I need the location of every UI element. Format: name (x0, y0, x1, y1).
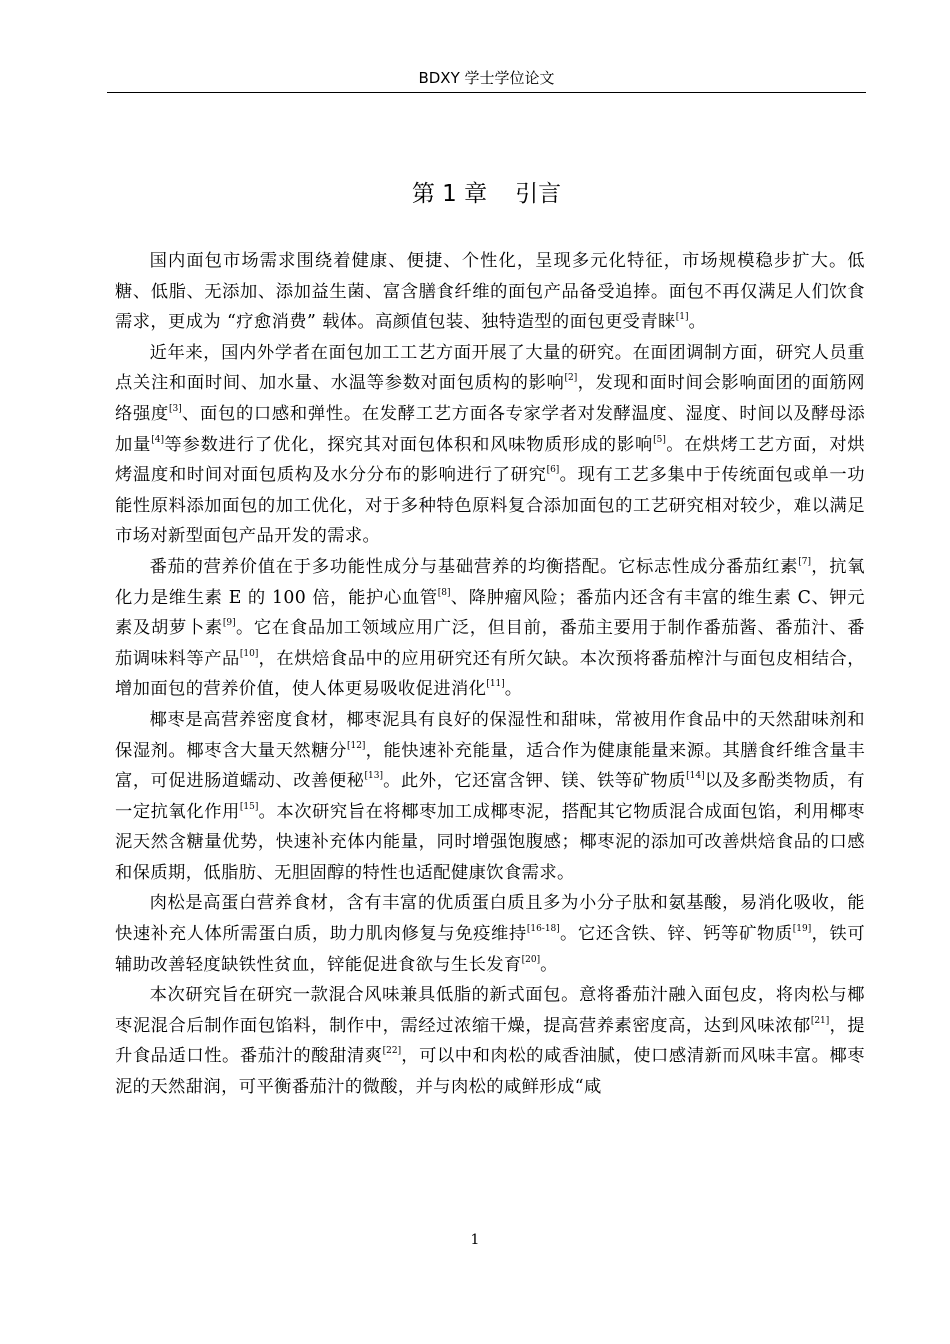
body-text (115, 246, 865, 1103)
citation-ref: [12] (346, 740, 366, 751)
paragraph-text: 。 (540, 954, 558, 975)
paragraph-text: 、面包的口感和弹性。在发酵工艺方面各专家学者对发酵温度、湿度、时间以及酵母添加量 (115, 403, 866, 455)
citation-ref: [15] (239, 801, 259, 812)
citation-ref: [20] (521, 954, 541, 965)
paragraph-text: 椰枣是高营养密度食材，椰枣泥具有良好的保湿性和甜味，常被用作食品中的天然甜味剂和保湿剂。椰枣含大量天然糖分 (115, 709, 865, 761)
paragraph (115, 246, 865, 338)
paragraph-text: 。它还含铁、锌、钙等矿物质 (559, 924, 793, 945)
citation-ref: [2] (564, 373, 578, 384)
citation-ref: [1] (675, 312, 689, 323)
paragraph (115, 888, 865, 980)
citation-ref: [11] (486, 679, 505, 690)
paragraph-text: 。它在食品加工领域应用广泛，但目前，番茄主要用于制作番茄酱、番茄汁、番茄调味料等产品 (115, 618, 865, 669)
paragraph-text: 等参数进行了优化，探究其对面包体积和风味物质形成的影响 (163, 434, 654, 455)
paragraph (115, 552, 865, 705)
citation-ref: [8] (437, 587, 451, 598)
citation-ref: [5] (653, 434, 666, 445)
page-header (107, 64, 866, 93)
paragraph-text: ，可以中和肉松的咸香油腻，使口感清新而风味丰富。椰枣泥的天然甜润，可平衡番茄汁的微酸，并与肉松的咸鲜形成“咸 (115, 1046, 865, 1098)
paragraph (115, 705, 865, 889)
chapter-number: 第 1 章 (411, 181, 488, 207)
paragraph-text: 。在烘烤工艺方面，对烘烤温度和时间对面包质构及水分分布的影响进行了研究 (115, 434, 865, 486)
citation-ref: [6] (546, 465, 560, 476)
citation-ref: [16-18] (526, 924, 560, 935)
citation-ref: [7] (798, 556, 811, 567)
paragraph-text: 本次研究旨在研究一款混合风味兼具低脂的新式面包。意将番茄汁融入面包皮，将肉松与椰枣泥混合后制作面包馅料，制作中，需经过浓缩干燥，提高营养素密度高，达到风味浓郁 (115, 985, 865, 1036)
paragraph-text: ，发现和面时间会影响面团的面筋网络强度 (115, 373, 865, 424)
paragraph-text: 。 (688, 312, 707, 333)
paragraph-text: 肉松是高蛋白营养食材，含有丰富的优质蛋白质且多为小分子肽和氨基酸，易消化吸收，能快速补充人体所需蛋白质，助力肌肉修复与免疫维持 (115, 893, 865, 945)
citation-ref: [13] (364, 771, 383, 782)
paragraph (115, 338, 865, 552)
citation-ref: [19] (792, 924, 812, 935)
paragraph (115, 980, 865, 1102)
citation-ref: [14] (686, 771, 705, 782)
paragraph-text: 国内面包市场需求围绕着健康、便捷、个性化，呈现多元化特征，市场规模稳步扩大。低糖、低脂、无添加、添加益生菌、富含膳食纤维的面包产品备受追捧。面包不再仅满足人们饮食需求，更成为 “疗愈消费” 载体。高颜值包装、独特造型的面包更受青睐 (115, 251, 865, 333)
page-number: 1 (470, 1232, 480, 1248)
citation-ref: [9] (222, 618, 236, 629)
paragraph-text: 。 (504, 679, 523, 700)
paragraph-text: 近年来，国内外学者在面包加工工艺方面开展了大量的研究。在面团调制方面，研究人员重点关注和面时间、加水量、水温等参数对面包质构的影响 (115, 342, 865, 394)
paragraph-text: 。现有工艺多集中于传统面包或单一功能性原料添加面包的加工优化，对于多种特色原料复合添加面包的工艺研究相对较少，难以满足市场对新型面包产品开发的需求。 (115, 465, 865, 547)
paragraph-text: ，铁可辅助改善轻度缺铁性贫血，锌能促进食欲与生长发育 (115, 924, 865, 975)
paragraph-text: ，抗氧化力是维生素 E 的 100 倍，能护心血管 (115, 556, 866, 608)
paragraph-text: 。此外，它还富含钾、镁、铁等矿物质 (383, 771, 687, 792)
citation-ref: [4] (151, 434, 164, 445)
page-footer (0, 1232, 950, 1248)
paragraph-text: 番茄的营养价值在于多功能性成分与基础营养的均衡搭配。它标志性成分番茄红素 (149, 556, 799, 577)
citation-ref: [3] (168, 403, 182, 414)
chapter-title (107, 176, 866, 212)
citation-ref: [22] (382, 1046, 402, 1057)
citation-ref: [21] (810, 1015, 830, 1026)
paragraph-text: ，提升食品适口性。番茄汁的酸甜清爽 (115, 1015, 865, 1067)
paragraph-text: ，在烘焙食品中的应用研究还有所欠缺。本次预将番茄榨汁与面包皮相结合，增加面包的营养价值，使人体更易吸收促进消化 (115, 648, 865, 700)
paragraph-text: 以及多酚类物质，有一定抗氧化作用 (115, 771, 865, 822)
paragraph-text: 。本次研究旨在将椰枣加工成椰枣泥，搭配其它物质混合成面包馅，利用椰枣泥天然含糖量优势，快速补充体内能量，同时增强饱腹感；椰枣泥的添加可改善烘焙食品的口感和保质期，低脂肪、无胆固醇的特性也适配健康饮食需求。 (115, 801, 865, 883)
header-text: BDXY 学士学位论文 (418, 69, 555, 87)
paragraph-text: 、降肿瘤风险；番茄内还含有丰富的维生素 C、钾元素及胡萝卜素 (115, 587, 865, 639)
paragraph-text: ，能快速补充能量，适合作为健康能量来源。其膳食纤维含量丰富，可促进肠道蠕动、改善便秘 (115, 740, 866, 792)
citation-ref: [10] (239, 648, 259, 659)
chapter-name: 引言 (515, 181, 562, 207)
